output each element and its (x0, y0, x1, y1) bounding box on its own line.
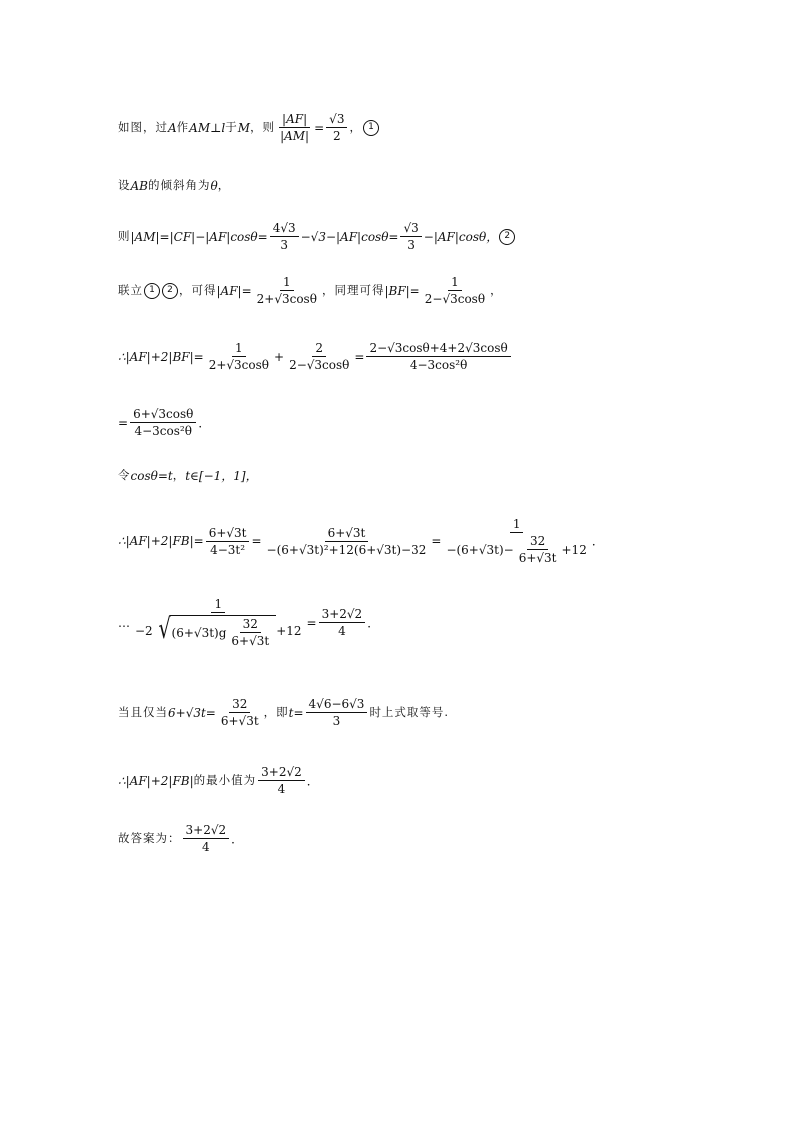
var-m: M (237, 120, 251, 135)
denominator: 2−√3cosθ (424, 292, 486, 306)
denominator: 6+√3t (518, 551, 557, 565)
period: ． (367, 615, 380, 630)
expr: (6+√3t)g (171, 625, 227, 640)
denominator: 4 (338, 624, 346, 638)
numerator: 2 (312, 342, 326, 357)
equals: = (354, 349, 365, 364)
denominator: |AM| (280, 129, 310, 143)
circled-number: 1 (144, 283, 160, 299)
numerator: 3+2√2 (319, 608, 366, 623)
expr: ∴|AF|+2|FB| (118, 773, 194, 788)
numerator: √3 (326, 113, 347, 128)
fraction (218, 698, 262, 727)
fraction (206, 342, 272, 371)
fraction (264, 527, 430, 556)
denominator: 4 (201, 840, 210, 854)
perp-symbol: ⊥ (210, 120, 222, 135)
numerator: 1 (280, 276, 294, 291)
denominator: 3 (407, 238, 415, 252)
numerator: 3+2√2 (183, 824, 230, 839)
numerator: 32 (240, 618, 261, 633)
text: 故答案为： (118, 830, 181, 845)
fraction (270, 222, 299, 251)
line-3 (118, 222, 516, 251)
text: 时上式取等号. (369, 704, 450, 719)
text: ，即 (263, 704, 289, 719)
numerator: 32 (527, 535, 548, 550)
denominator (443, 533, 589, 564)
text: 联立 (118, 282, 143, 297)
fraction (422, 276, 488, 305)
ellipsis: … (118, 615, 130, 630)
equals: = (431, 534, 442, 548)
text: 设 (118, 178, 131, 193)
expr: |BF|= (384, 283, 420, 298)
numerator: 1 (232, 342, 246, 357)
fraction (228, 618, 272, 647)
period: ． (306, 773, 319, 788)
denominator: 4−3t² (210, 542, 246, 557)
denominator: 4 (277, 782, 286, 796)
radical-sign: √ (158, 612, 171, 645)
expr: −√3−|AF|cosθ= (300, 229, 399, 244)
line-8 (118, 518, 604, 564)
fraction (366, 342, 510, 371)
fraction (286, 342, 352, 371)
comma: ， (490, 282, 503, 297)
fraction (306, 698, 368, 727)
square-root (153, 612, 276, 648)
numerator: 4√6−6√3 (306, 698, 368, 713)
comma: ， (217, 178, 231, 193)
expr: +12 (276, 624, 302, 638)
numerator: 6+√3cosθ (130, 408, 196, 423)
circled-number: 2 (162, 283, 178, 299)
numerator: 4√3 (270, 222, 299, 237)
text: ，同理可得 (321, 282, 385, 297)
denominator: 2+√3cosθ (208, 358, 269, 372)
text: 当且仅当 (118, 704, 168, 719)
numerator: 2−√3cosθ+4+2√3cosθ (366, 342, 510, 357)
text: 则 (118, 228, 131, 243)
expr: t= (288, 705, 304, 720)
expr: −(6+√3t)− (446, 542, 514, 557)
fraction (130, 408, 196, 437)
expr: cosθ=t (130, 469, 173, 483)
numerator: 32 (229, 698, 250, 713)
equals: = (118, 415, 129, 430)
line-6 (118, 408, 210, 437)
denominator: 3 (332, 714, 341, 728)
denominator: 6+√3t (220, 714, 259, 728)
plus: + (274, 349, 285, 364)
line-9 (118, 598, 379, 647)
expr: 6+√3t= (168, 705, 216, 720)
equals: = (306, 615, 317, 630)
numerator: 6+√3t (325, 527, 369, 542)
denominator: 3 (280, 238, 288, 252)
numerator: 6+√3t (206, 527, 250, 542)
denominator: −(6+√3t)²+12(6+√3t)−32 (266, 542, 427, 557)
numerator: 1 (211, 598, 225, 613)
text: 的最小值为 (193, 772, 257, 787)
line-1 (118, 113, 380, 142)
text: 的倾斜角为 (147, 178, 211, 193)
equals: = (314, 120, 325, 135)
fraction (206, 527, 250, 556)
circled-number: 1 (363, 120, 379, 136)
line-7 (118, 470, 258, 482)
fraction (258, 766, 305, 795)
text: 作 (176, 119, 190, 134)
comma: ， (349, 119, 362, 134)
line-4 (118, 276, 503, 305)
fraction (516, 535, 560, 564)
numerator: |AF| (279, 113, 310, 128)
fraction (132, 598, 305, 647)
numerator: 3+2√2 (258, 766, 305, 781)
period: ． (591, 534, 604, 548)
expr: t∈[−1，1]， (185, 469, 258, 483)
var-am: AM (189, 120, 211, 135)
denominator (132, 613, 305, 647)
text: 令 (118, 468, 131, 483)
line-11 (118, 766, 319, 795)
fraction (254, 276, 320, 305)
expr: ∴|AF|+2|FB|= (118, 534, 204, 548)
expr: −|AF|cosθ， (423, 229, 499, 244)
comma: ， (172, 468, 186, 483)
fraction (400, 222, 421, 251)
expr: |AF|= (216, 283, 252, 298)
line-5 (118, 342, 513, 371)
fraction (319, 608, 366, 637)
denominator: 6+√3t (231, 634, 270, 648)
var-ab: AB (130, 179, 148, 193)
var-l: l (221, 120, 226, 135)
fraction (277, 113, 312, 142)
line-10 (118, 698, 449, 727)
period: ． (198, 415, 211, 430)
text: ，则 (250, 119, 276, 134)
var-a: A (168, 120, 177, 135)
expr: |AM|=|CF|−|AF|cosθ= (130, 229, 268, 244)
expr: ∴|AF|+2|BF|= (118, 349, 204, 364)
expr: +12 (561, 542, 587, 557)
text: 于 (225, 119, 238, 134)
fraction (183, 824, 230, 853)
line-12 (118, 824, 243, 853)
text: 如图，过 (118, 119, 168, 134)
fraction (443, 518, 589, 564)
line-2 (118, 180, 230, 192)
denominator: 2−√3cosθ (289, 358, 350, 372)
theta: θ (210, 179, 218, 193)
expr: −2 (135, 624, 153, 638)
equals: = (251, 534, 262, 548)
text: ，可得 (179, 282, 217, 297)
denominator: 2 (332, 129, 341, 143)
radicand (170, 615, 277, 647)
numerator: 1 (510, 518, 524, 533)
numerator: √3 (400, 222, 421, 237)
circled-number: 2 (499, 229, 515, 245)
numerator: 1 (448, 276, 462, 291)
denominator: 2+√3cosθ (256, 292, 317, 306)
fraction (326, 113, 347, 142)
denominator: 4−3cos²θ (134, 424, 192, 438)
period: ． (231, 831, 244, 846)
denominator: 4−3cos²θ (409, 358, 468, 372)
